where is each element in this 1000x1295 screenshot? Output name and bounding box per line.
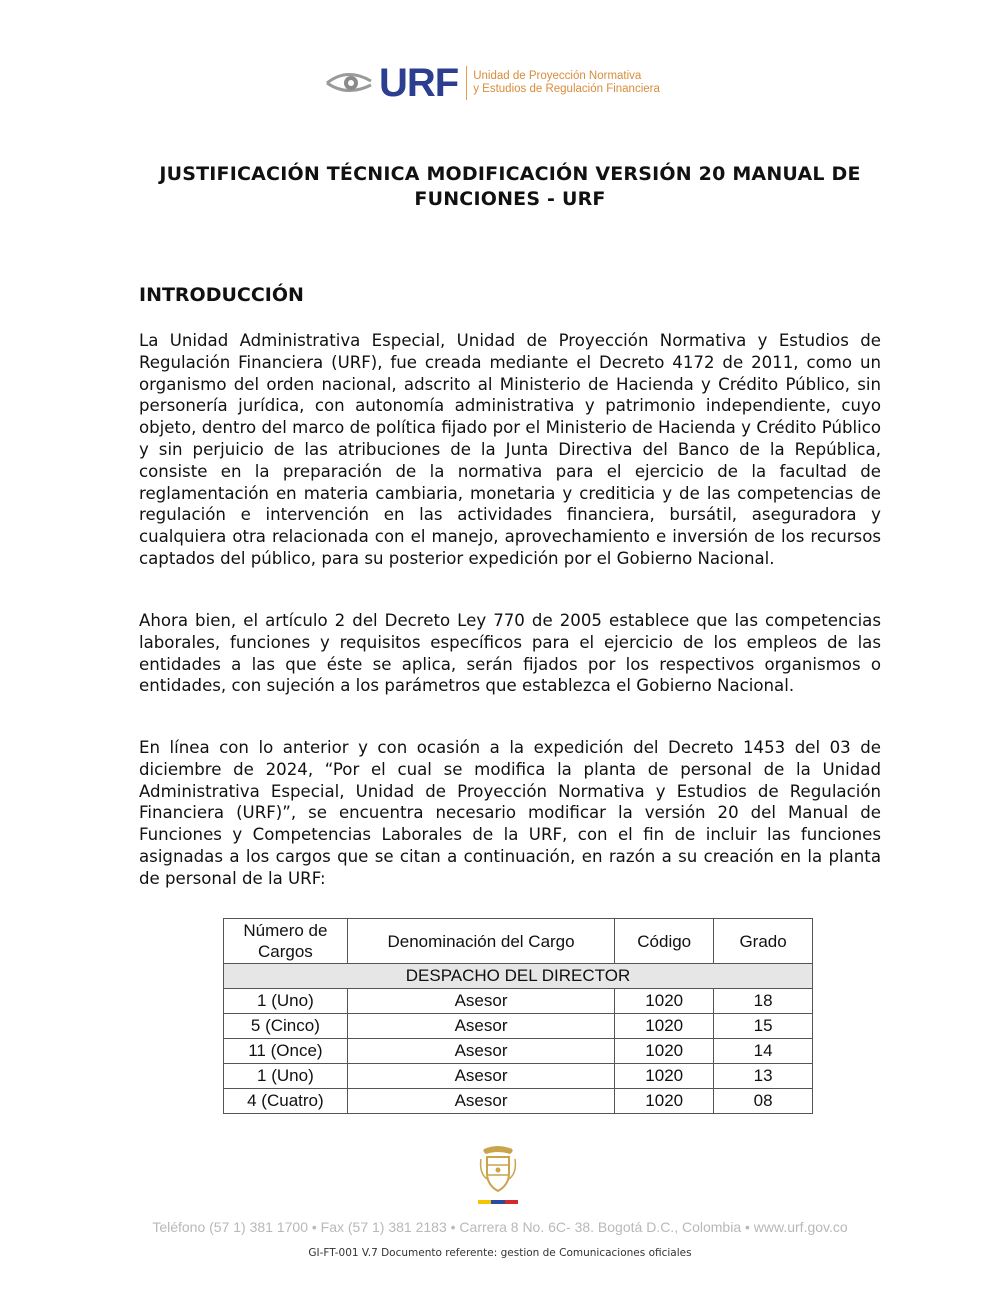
table-row (224, 1039, 813, 1064)
header-grado: Grado (714, 919, 813, 964)
table-header-row (224, 919, 813, 964)
footer-contact: Teléfono (57 1) 381 1700 • Fax (57 1) 381 2183 • Carrera 8 No. 6C- 38. Bogotá D.C., Colombia • www.urf.gov.co (152, 1219, 848, 1235)
cell-numero: 4 (Cuatro) (224, 1089, 348, 1114)
section-label: DESPACHO DEL DIRECTOR (224, 964, 813, 989)
cell-denominacion: Asesor (347, 1039, 614, 1064)
cell-codigo: 1020 (615, 1064, 714, 1089)
cargos-table (223, 918, 813, 1114)
colombia-coat-of-arms-icon (478, 1145, 518, 1193)
table-row (224, 1064, 813, 1089)
logo-wordmark: URF (379, 61, 459, 105)
paragraph-3: En línea con lo anterior y con ocasión a la expedición del Decreto 1453 del 03 de diciembre de 2024, “Por el cual se modifica la planta de personal de la Unidad Administrativa Especial, Unidad de Proyección Normativa y Estudios de Regulación Financiera (URF)”, se encuentra necesario modificar la versión 20 del Manual de Funciones y Competencias Laborales de la URF, con el fin de incluir las funciones asignadas a los cargos que se citan a continuación, en razón a su creación en la planta de personal de la URF: (139, 738, 881, 888)
cell-denominacion: Asesor (347, 1064, 614, 1089)
cell-grado: 08 (714, 1089, 813, 1114)
cell-grado: 15 (714, 1014, 813, 1039)
flag-stripe-red (505, 1200, 518, 1204)
cell-codigo: 1020 (615, 989, 714, 1014)
cell-numero: 1 (Uno) (224, 1064, 348, 1089)
cell-denominacion: Asesor (347, 1089, 614, 1114)
eye-icon (325, 67, 377, 99)
paragraph-2: Ahora bien, el artículo 2 del Decreto Ley 770 de 2005 establece que las competencias laborales, funciones y requisitos específicos para el ejercicio de los empleos de las entidades a las que éste se aplica, serán fijados por los respectivos organismos o entidades, con sujeción a los parámetros que establezca el Gobierno Nacional. (139, 611, 881, 696)
flag-stripe-yellow (478, 1200, 491, 1204)
table-row (224, 1014, 813, 1039)
header-numero-cargos (224, 919, 348, 964)
logo-tagline-line1: Unidad de Proyección Normativa (473, 70, 642, 82)
header-codigo: Código (615, 919, 714, 964)
cell-numero: 11 (Once) (224, 1039, 348, 1064)
table-section-row (224, 964, 813, 989)
cell-numero: 5 (Cinco) (224, 1014, 348, 1039)
flag-stripe-blue (491, 1200, 504, 1204)
cell-codigo: 1020 (615, 1089, 714, 1114)
footer-form-code: GI-FT-001 V.7 Documento referente: gestion de Comunicaciones oficiales (308, 1247, 692, 1259)
logo-tagline-line2: y Estudios de Regulación Financiera (473, 83, 660, 95)
section-heading: INTRODUCCIÓN (139, 284, 304, 306)
cell-grado: 13 (714, 1064, 813, 1089)
table-row (224, 1089, 813, 1114)
cell-codigo: 1020 (615, 1039, 714, 1064)
logo-tagline (473, 70, 660, 96)
document-title: JUSTIFICACIÓN TÉCNICA MODIFICACIÓN VERSIÓN 20 MANUAL DE FUNCIONES - URF (159, 163, 861, 210)
logo-divider (466, 66, 467, 100)
table-row (224, 989, 813, 1014)
cell-denominacion: Asesor (347, 989, 614, 1014)
paragraph-1: La Unidad Administrativa Especial, Unidad de Proyección Normativa y Estudios de Regulación Financiera (URF), fue creada mediante el Decreto 4172 de 2011, como un organismo del orden nacional, adscrito al Ministerio de Hacienda y Crédito Público, sin personería jurídica, con autonomía administrativa y patrimonio independiente, cuyo objeto, dentro del marco de política fijado por el Ministerio de Hacienda y Crédito Público y sin perjuicio de las atribuciones de la Junta Directiva del Banco de la República, consiste en la preparación de la normativa para el ejercicio de la facultad de reglamentación en materia cambiaria, monetaria y crediticia y de las competencias de regulación e intervención en las actividades financiera, bursátil, aseguradora y cualquiera otra relacionada con el manejo, aprovechamiento e inversión de los recursos captados del público, para su posterior expedición por el Gobierno Nacional. (139, 331, 881, 568)
cell-numero: 1 (Uno) (224, 989, 348, 1014)
header-denominacion: Denominación del Cargo (347, 919, 614, 964)
cell-grado: 18 (714, 989, 813, 1014)
flag-bar (478, 1200, 518, 1204)
header-numero-line2: Cargos (257, 942, 313, 961)
cell-grado: 14 (714, 1039, 813, 1064)
cell-denominacion: Asesor (347, 1014, 614, 1039)
cell-codigo: 1020 (615, 1014, 714, 1039)
header-numero-line1: Número de (243, 921, 328, 940)
urf-logo (325, 62, 660, 104)
